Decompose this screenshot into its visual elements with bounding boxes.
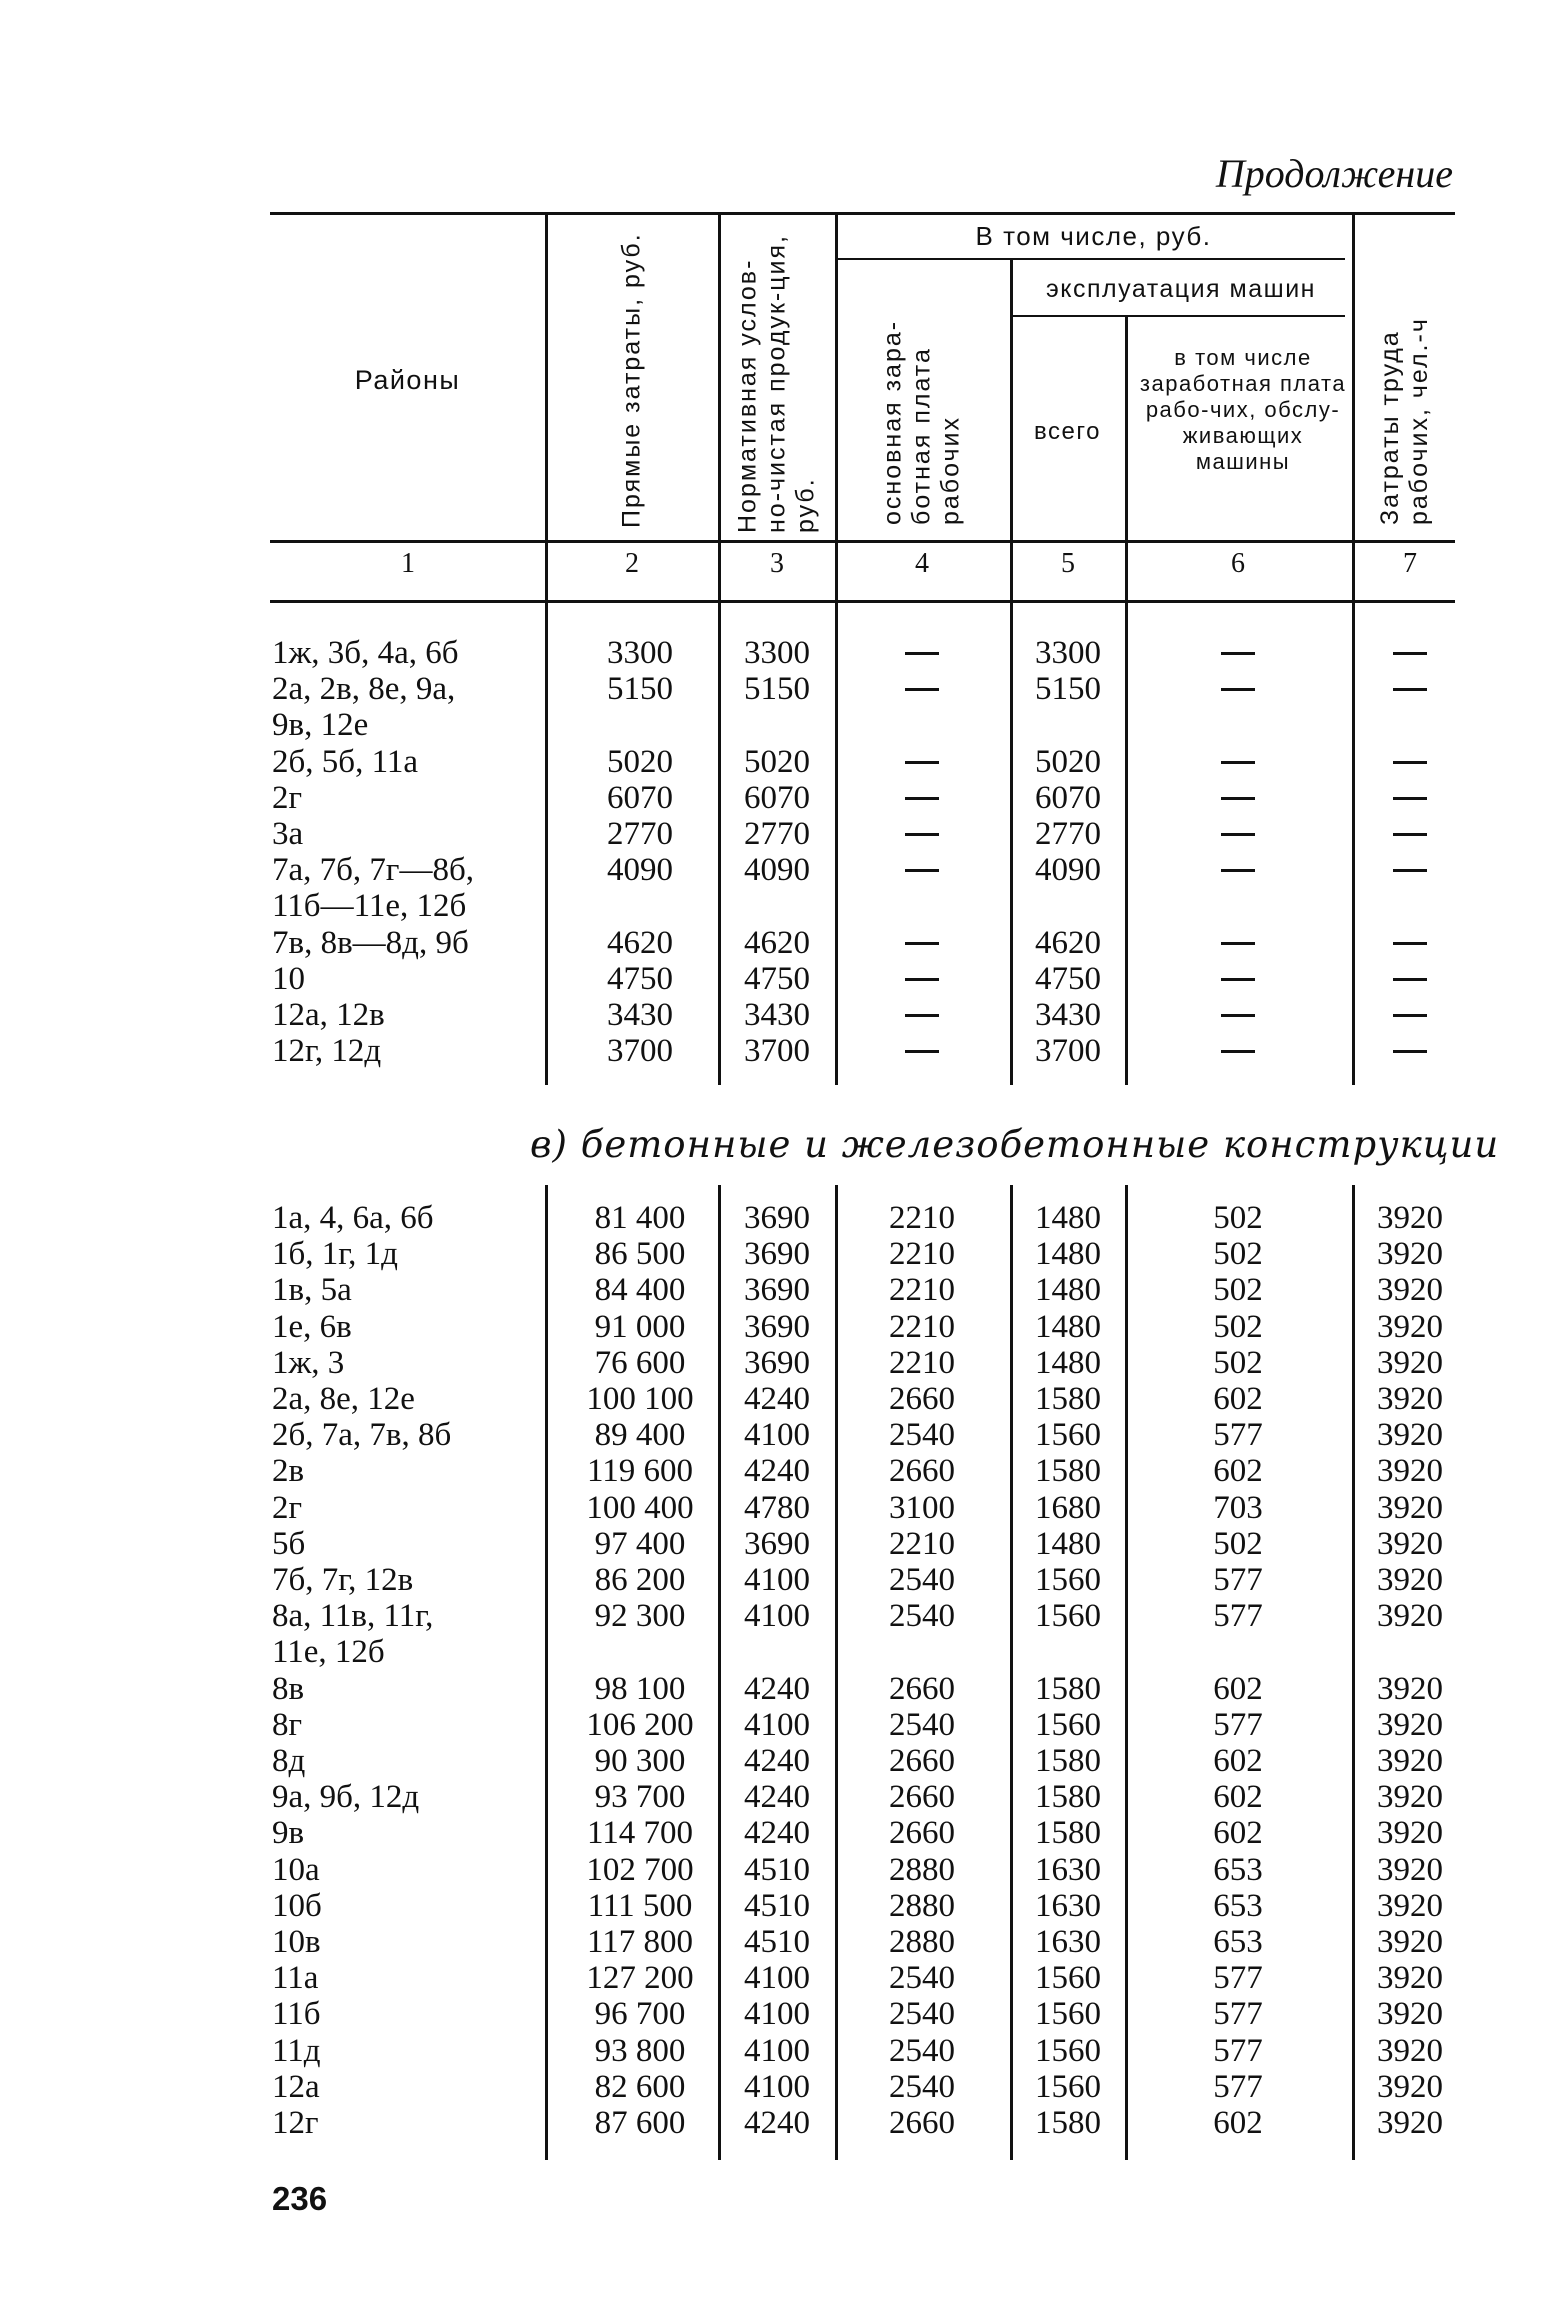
value-cell: 3920 xyxy=(1377,1562,1443,1598)
district-cell: 10в xyxy=(272,1924,321,1960)
value-cell: 4620 xyxy=(744,924,810,961)
district-cell: 2б, 5б, 11а xyxy=(272,743,419,780)
value-cell: 577 xyxy=(1213,2068,1263,2105)
value-cell: 4100 xyxy=(744,1706,810,1743)
colnum-divider xyxy=(718,543,721,600)
colnum-bottom-rule xyxy=(270,600,1455,603)
dash-cell xyxy=(1221,978,1255,981)
dash-cell xyxy=(905,761,939,764)
value-cell: 1630 xyxy=(1035,1887,1101,1924)
value-cell: 111 500 xyxy=(587,1887,693,1924)
value-cell: 3920 xyxy=(1377,1706,1443,1743)
value-cell: 653 xyxy=(1213,1887,1263,1924)
value-cell: 1680 xyxy=(1035,1489,1101,1526)
value-cell: 602 xyxy=(1213,1815,1263,1852)
dash-cell xyxy=(1221,688,1255,691)
value-cell: 5150 xyxy=(607,671,673,708)
value-cell: 4510 xyxy=(744,1851,810,1888)
value-cell: 4240 xyxy=(744,1453,810,1490)
value-cell: 3920 xyxy=(1377,1598,1443,1635)
value-cell: 2770 xyxy=(744,816,810,852)
value-cell: 5020 xyxy=(607,743,673,780)
value-cell: 2880 xyxy=(889,1924,955,1960)
colnum-1: 1 xyxy=(401,548,415,579)
value-cell: 119 600 xyxy=(586,1453,694,1490)
value-cell: 6070 xyxy=(744,779,810,816)
dash-cell xyxy=(905,688,939,691)
district-cell: 2г xyxy=(272,779,303,816)
value-cell: 3690 xyxy=(744,1272,810,1309)
value-cell: 5150 xyxy=(744,671,810,708)
value-cell: 6070 xyxy=(1035,779,1101,816)
value-cell: 98 100 xyxy=(594,1670,686,1707)
value-cell: 577 xyxy=(1213,1706,1263,1743)
dash-cell xyxy=(905,978,939,981)
value-cell: 1560 xyxy=(1035,1417,1101,1454)
colnum-divider xyxy=(1125,543,1128,600)
district-cell: 7б, 7г, 12в xyxy=(272,1562,414,1598)
value-cell: 3920 xyxy=(1377,1453,1443,1490)
value-cell: 2660 xyxy=(889,2105,955,2141)
value-cell: 2210 xyxy=(889,1308,955,1345)
value-cell: 602 xyxy=(1213,1670,1263,1707)
value-cell: 86 500 xyxy=(594,1236,686,1273)
district-cell: 11б xyxy=(272,1996,321,2033)
value-cell: 577 xyxy=(1213,1960,1263,1997)
value-cell: 4620 xyxy=(1035,924,1101,961)
value-cell: 2210 xyxy=(889,1525,955,1562)
value-cell: 3920 xyxy=(1377,1344,1443,1381)
dash-cell xyxy=(1393,761,1427,764)
value-cell: 1480 xyxy=(1035,1308,1101,1345)
value-cell: 4620 xyxy=(607,924,673,961)
header-divider xyxy=(1352,215,1355,543)
value-cell: 577 xyxy=(1213,1562,1263,1598)
value-cell: 577 xyxy=(1213,2032,1263,2069)
body-divider xyxy=(718,1185,721,2160)
body-divider xyxy=(545,1185,548,2160)
dash-cell xyxy=(1221,1050,1255,1053)
dash-cell xyxy=(1221,942,1255,945)
value-cell: 5020 xyxy=(1035,743,1101,780)
value-cell: 502 xyxy=(1213,1525,1263,1562)
district-cell: 10б xyxy=(272,1887,322,1924)
district-cell: 12г xyxy=(272,2105,319,2141)
value-cell: 106 200 xyxy=(586,1706,694,1743)
value-cell: 100 100 xyxy=(586,1381,694,1417)
value-cell: 3690 xyxy=(744,1308,810,1345)
dash-cell xyxy=(1221,797,1255,800)
header-including: В том числе, руб. xyxy=(975,221,1212,251)
value-cell: 3920 xyxy=(1377,1815,1443,1852)
value-cell: 1480 xyxy=(1035,1200,1101,1236)
colnum-2: 2 xyxy=(625,548,639,579)
district-cell: 11д xyxy=(272,2032,321,2069)
district-cell: 9в xyxy=(272,1815,305,1852)
value-cell: 3920 xyxy=(1377,1489,1443,1526)
district-cell: 1в, 5а xyxy=(272,1272,352,1309)
value-cell: 2210 xyxy=(889,1344,955,1381)
header-total: всего xyxy=(1034,418,1101,445)
value-cell: 5020 xyxy=(744,743,810,780)
header-machine-ops: эксплуатация машин xyxy=(1046,275,1316,303)
continuation-label: Продолжение xyxy=(1215,151,1453,196)
value-cell: 3920 xyxy=(1377,1200,1443,1236)
value-cell: 4100 xyxy=(744,1562,810,1598)
colnum-3: 3 xyxy=(770,548,784,579)
dash-cell xyxy=(1221,869,1255,872)
value-cell: 90 300 xyxy=(594,1743,686,1779)
value-cell: 653 xyxy=(1213,1851,1263,1888)
value-cell: 502 xyxy=(1213,1308,1263,1345)
value-cell: 602 xyxy=(1213,1779,1263,1816)
district-cell: 2б, 7а, 7в, 8б xyxy=(272,1417,452,1454)
district-cell: 11е, 12б xyxy=(272,1634,385,1671)
value-cell: 2210 xyxy=(889,1236,955,1273)
value-cell: 502 xyxy=(1213,1200,1263,1236)
value-cell: 3920 xyxy=(1377,1887,1443,1924)
value-cell: 1560 xyxy=(1035,2032,1101,2069)
value-cell: 3690 xyxy=(744,1200,810,1236)
district-cell: 12а, 12в xyxy=(272,997,385,1033)
value-cell: 2880 xyxy=(889,1851,955,1888)
colnum-5: 5 xyxy=(1061,548,1075,579)
district-cell: 1ж, 3 xyxy=(272,1344,345,1381)
table-top-rule xyxy=(270,212,1455,215)
value-cell: 4100 xyxy=(744,2032,810,2069)
value-cell: 602 xyxy=(1213,1381,1263,1417)
value-cell: 3700 xyxy=(744,1033,810,1070)
page-number: 236 xyxy=(272,2180,328,2217)
body-divider xyxy=(1352,603,1355,1085)
value-cell: 4100 xyxy=(744,1417,810,1454)
value-cell: 2540 xyxy=(889,1562,955,1598)
value-cell: 1560 xyxy=(1035,1996,1101,2033)
district-cell: 2а, 2в, 8е, 9а, xyxy=(272,671,456,708)
value-cell: 4510 xyxy=(744,1887,810,1924)
value-cell: 4240 xyxy=(744,1670,810,1707)
dash-cell xyxy=(905,942,939,945)
dash-cell xyxy=(1221,652,1255,655)
value-cell: 602 xyxy=(1213,1453,1263,1490)
value-cell: 1580 xyxy=(1035,1381,1101,1417)
including-rule xyxy=(835,258,1345,260)
value-cell: 2210 xyxy=(889,1200,955,1236)
value-cell: 1480 xyxy=(1035,1344,1101,1381)
value-cell: 2660 xyxy=(889,1381,955,1417)
value-cell: 3920 xyxy=(1377,1236,1443,1273)
value-cell: 2770 xyxy=(1035,816,1101,852)
value-cell: 1560 xyxy=(1035,2068,1101,2105)
value-cell: 2660 xyxy=(889,1453,955,1490)
dash-cell xyxy=(905,1050,939,1053)
dash-cell xyxy=(1221,833,1255,836)
district-cell: 12г, 12д xyxy=(272,1033,382,1070)
value-cell: 2540 xyxy=(889,1996,955,2033)
body-divider xyxy=(718,603,721,1085)
district-cell: 2в xyxy=(272,1453,305,1490)
value-cell: 1560 xyxy=(1035,1706,1101,1743)
value-cell: 6070 xyxy=(607,779,673,816)
header-divider xyxy=(835,215,838,543)
value-cell: 3920 xyxy=(1377,1743,1443,1779)
value-cell: 92 300 xyxy=(594,1598,686,1635)
value-cell: 1580 xyxy=(1035,2105,1101,2141)
colnum-divider xyxy=(1352,543,1355,600)
district-cell: 5б xyxy=(272,1525,306,1562)
value-cell: 100 400 xyxy=(586,1489,694,1526)
value-cell: 3300 xyxy=(744,635,810,671)
value-cell: 3920 xyxy=(1377,1960,1443,1997)
value-cell: 93 700 xyxy=(594,1779,686,1816)
body-divider xyxy=(1010,1185,1013,2160)
value-cell: 1630 xyxy=(1035,1851,1101,1888)
dash-cell xyxy=(1393,1050,1427,1053)
body-divider xyxy=(1125,603,1128,1085)
value-cell: 4240 xyxy=(744,1815,810,1852)
body-divider xyxy=(1125,1185,1128,2160)
value-cell: 1560 xyxy=(1035,1960,1101,1997)
value-cell: 114 700 xyxy=(586,1815,694,1852)
dash-cell xyxy=(905,833,939,836)
value-cell: 86 200 xyxy=(594,1562,686,1598)
value-cell: 4240 xyxy=(744,1381,810,1417)
header-divider xyxy=(718,215,721,543)
body-divider xyxy=(835,1185,838,2160)
value-cell: 3300 xyxy=(607,635,673,671)
value-cell: 4100 xyxy=(744,2068,810,2105)
value-cell: 102 700 xyxy=(586,1851,694,1888)
district-cell: 8г xyxy=(272,1706,303,1743)
value-cell: 1480 xyxy=(1035,1236,1101,1273)
value-cell: 2540 xyxy=(889,1706,955,1743)
district-cell: 1б, 1г, 1д xyxy=(272,1236,398,1273)
header-districts: Районы xyxy=(354,365,461,395)
value-cell: 3700 xyxy=(607,1033,673,1070)
value-cell: 4090 xyxy=(1035,852,1101,889)
header-labor: Затраты труда рабочих, чел.-ч xyxy=(1376,317,1433,525)
value-cell: 3690 xyxy=(744,1344,810,1381)
dash-cell xyxy=(1393,688,1427,691)
value-cell: 4780 xyxy=(744,1489,810,1526)
dash-cell xyxy=(1393,869,1427,872)
colnum-6: 6 xyxy=(1231,548,1245,579)
district-cell: 1е, 6в xyxy=(272,1308,352,1345)
value-cell: 82 600 xyxy=(594,2068,686,2105)
value-cell: 1560 xyxy=(1035,1562,1101,1598)
value-cell: 3430 xyxy=(1035,997,1101,1033)
dash-cell xyxy=(1393,833,1427,836)
value-cell: 76 600 xyxy=(594,1344,686,1381)
value-cell: 3920 xyxy=(1377,1851,1443,1888)
body-divider xyxy=(1010,603,1013,1085)
value-cell: 81 400 xyxy=(594,1200,686,1236)
dash-cell xyxy=(1393,978,1427,981)
machine-ops-rule xyxy=(1010,315,1345,317)
district-cell: 11б—11е, 12б xyxy=(272,888,467,925)
colnum-7: 7 xyxy=(1403,548,1417,579)
value-cell: 3920 xyxy=(1377,1924,1443,1960)
value-cell: 3920 xyxy=(1377,1670,1443,1707)
value-cell: 3690 xyxy=(744,1525,810,1562)
value-cell: 2660 xyxy=(889,1743,955,1779)
body-divider xyxy=(545,603,548,1085)
value-cell: 1580 xyxy=(1035,1670,1101,1707)
value-cell: 4240 xyxy=(744,2105,810,2141)
value-cell: 2660 xyxy=(889,1779,955,1816)
colnum-divider xyxy=(835,543,838,600)
dash-cell xyxy=(1393,1014,1427,1017)
value-cell: 1630 xyxy=(1035,1924,1101,1960)
header-divider xyxy=(1125,317,1128,543)
value-cell: 5150 xyxy=(1035,671,1101,708)
value-cell: 4750 xyxy=(607,960,673,997)
value-cell: 3920 xyxy=(1377,1525,1443,1562)
colnum-4: 4 xyxy=(915,548,929,579)
value-cell: 117 800 xyxy=(586,1924,694,1960)
value-cell: 96 700 xyxy=(594,1996,686,2033)
value-cell: 3920 xyxy=(1377,1996,1443,2033)
value-cell: 703 xyxy=(1213,1489,1263,1526)
value-cell: 2210 xyxy=(889,1272,955,1309)
value-cell: 1560 xyxy=(1035,1598,1101,1635)
value-cell: 3920 xyxy=(1377,1779,1443,1816)
value-cell: 2660 xyxy=(889,1670,955,1707)
value-cell: 1480 xyxy=(1035,1525,1101,1562)
value-cell: 3430 xyxy=(607,997,673,1033)
value-cell: 1580 xyxy=(1035,1815,1101,1852)
value-cell: 97 400 xyxy=(594,1525,686,1562)
district-cell: 8в xyxy=(272,1670,305,1707)
value-cell: 2660 xyxy=(889,1815,955,1852)
value-cell: 127 200 xyxy=(586,1960,694,1997)
value-cell: 4750 xyxy=(744,960,810,997)
district-cell: 9а, 9б, 12д xyxy=(272,1779,420,1816)
value-cell: 3920 xyxy=(1377,1381,1443,1417)
dash-cell xyxy=(1221,1014,1255,1017)
value-cell: 3300 xyxy=(1035,635,1101,671)
section-title: в) бетонные и железобетонные конструкции xyxy=(530,1123,1500,1166)
district-cell: 8а, 11в, 11г, xyxy=(272,1598,434,1635)
body-divider xyxy=(1352,1185,1355,2160)
district-cell: 7в, 8в—8д, 9б xyxy=(272,924,469,961)
value-cell: 1580 xyxy=(1035,1743,1101,1779)
value-cell: 577 xyxy=(1213,1417,1263,1454)
value-cell: 4090 xyxy=(744,852,810,889)
colnum-divider xyxy=(1010,543,1013,600)
value-cell: 577 xyxy=(1213,1598,1263,1635)
district-cell: 10а xyxy=(272,1851,320,1888)
value-cell: 3920 xyxy=(1377,1308,1443,1345)
district-cell: 2а, 8е, 12е xyxy=(272,1381,415,1417)
colnum-divider xyxy=(545,543,548,600)
value-cell: 4090 xyxy=(607,852,673,889)
district-cell: 11а xyxy=(272,1960,319,1997)
dash-cell xyxy=(905,1014,939,1017)
body-divider xyxy=(835,603,838,1085)
value-cell: 3690 xyxy=(744,1236,810,1273)
value-cell: 602 xyxy=(1213,1743,1263,1779)
value-cell: 4510 xyxy=(744,1924,810,1960)
value-cell: 4750 xyxy=(1035,960,1101,997)
header-bottom-rule xyxy=(270,540,1455,543)
value-cell: 4100 xyxy=(744,1960,810,1997)
value-cell: 2540 xyxy=(889,1417,955,1454)
value-cell: 91 000 xyxy=(594,1308,686,1345)
header-base-wage: основная зара-ботная плата рабочих xyxy=(878,319,965,525)
district-cell: 3а xyxy=(272,816,304,852)
value-cell: 84 400 xyxy=(594,1272,686,1309)
value-cell: 2540 xyxy=(889,2068,955,2105)
dash-cell xyxy=(905,797,939,800)
district-cell: 12а xyxy=(272,2068,320,2105)
dash-cell xyxy=(905,869,939,872)
value-cell: 3920 xyxy=(1377,2068,1443,2105)
value-cell: 2880 xyxy=(889,1887,955,1924)
header-normative: Нормативная услов-но-чистая продук-ция, руб. xyxy=(733,234,820,533)
district-cell: 1ж, 3б, 4а, 6б xyxy=(272,635,459,671)
value-cell: 87 600 xyxy=(594,2105,686,2141)
value-cell: 4240 xyxy=(744,1779,810,1816)
value-cell: 4100 xyxy=(744,1598,810,1635)
dash-cell xyxy=(1393,652,1427,655)
district-cell: 9в, 12е xyxy=(272,707,369,744)
value-cell: 502 xyxy=(1213,1272,1263,1309)
value-cell: 3700 xyxy=(1035,1033,1101,1070)
district-cell: 2г xyxy=(272,1489,303,1526)
value-cell: 3430 xyxy=(744,997,810,1033)
value-cell: 1580 xyxy=(1035,1453,1101,1490)
value-cell: 602 xyxy=(1213,2105,1263,2141)
value-cell: 2540 xyxy=(889,2032,955,2069)
header-divider xyxy=(545,215,548,543)
dash-cell xyxy=(905,652,939,655)
value-cell: 1580 xyxy=(1035,1779,1101,1816)
value-cell: 653 xyxy=(1213,1924,1263,1960)
value-cell: 3920 xyxy=(1377,2105,1443,2141)
value-cell: 3920 xyxy=(1377,2032,1443,2069)
header-incl-wage: в том числе заработная плата рабо-чих, обслу-живающих машины xyxy=(1139,345,1347,474)
value-cell: 2770 xyxy=(607,816,673,852)
header-direct-costs: Прямые затраты, руб. xyxy=(617,232,646,528)
dash-cell xyxy=(1393,942,1427,945)
value-cell: 4240 xyxy=(744,1743,810,1779)
value-cell: 1480 xyxy=(1035,1272,1101,1309)
value-cell: 3100 xyxy=(889,1489,955,1526)
dash-cell xyxy=(1393,797,1427,800)
value-cell: 93 800 xyxy=(594,2032,686,2069)
value-cell: 89 400 xyxy=(594,1417,686,1454)
district-cell: 8д xyxy=(272,1743,306,1779)
value-cell: 4100 xyxy=(744,1996,810,2033)
value-cell: 502 xyxy=(1213,1236,1263,1273)
value-cell: 577 xyxy=(1213,1996,1263,2033)
district-cell: 10 xyxy=(272,960,305,997)
value-cell: 3920 xyxy=(1377,1272,1443,1309)
value-cell: 502 xyxy=(1213,1344,1263,1381)
value-cell: 3920 xyxy=(1377,1417,1443,1454)
district-cell: 7а, 7б, 7г—8б, xyxy=(272,852,475,889)
district-cell: 1а, 4, 6а, 6б xyxy=(272,1200,434,1236)
value-cell: 2540 xyxy=(889,1960,955,1997)
value-cell: 2540 xyxy=(889,1598,955,1635)
dash-cell xyxy=(1221,761,1255,764)
